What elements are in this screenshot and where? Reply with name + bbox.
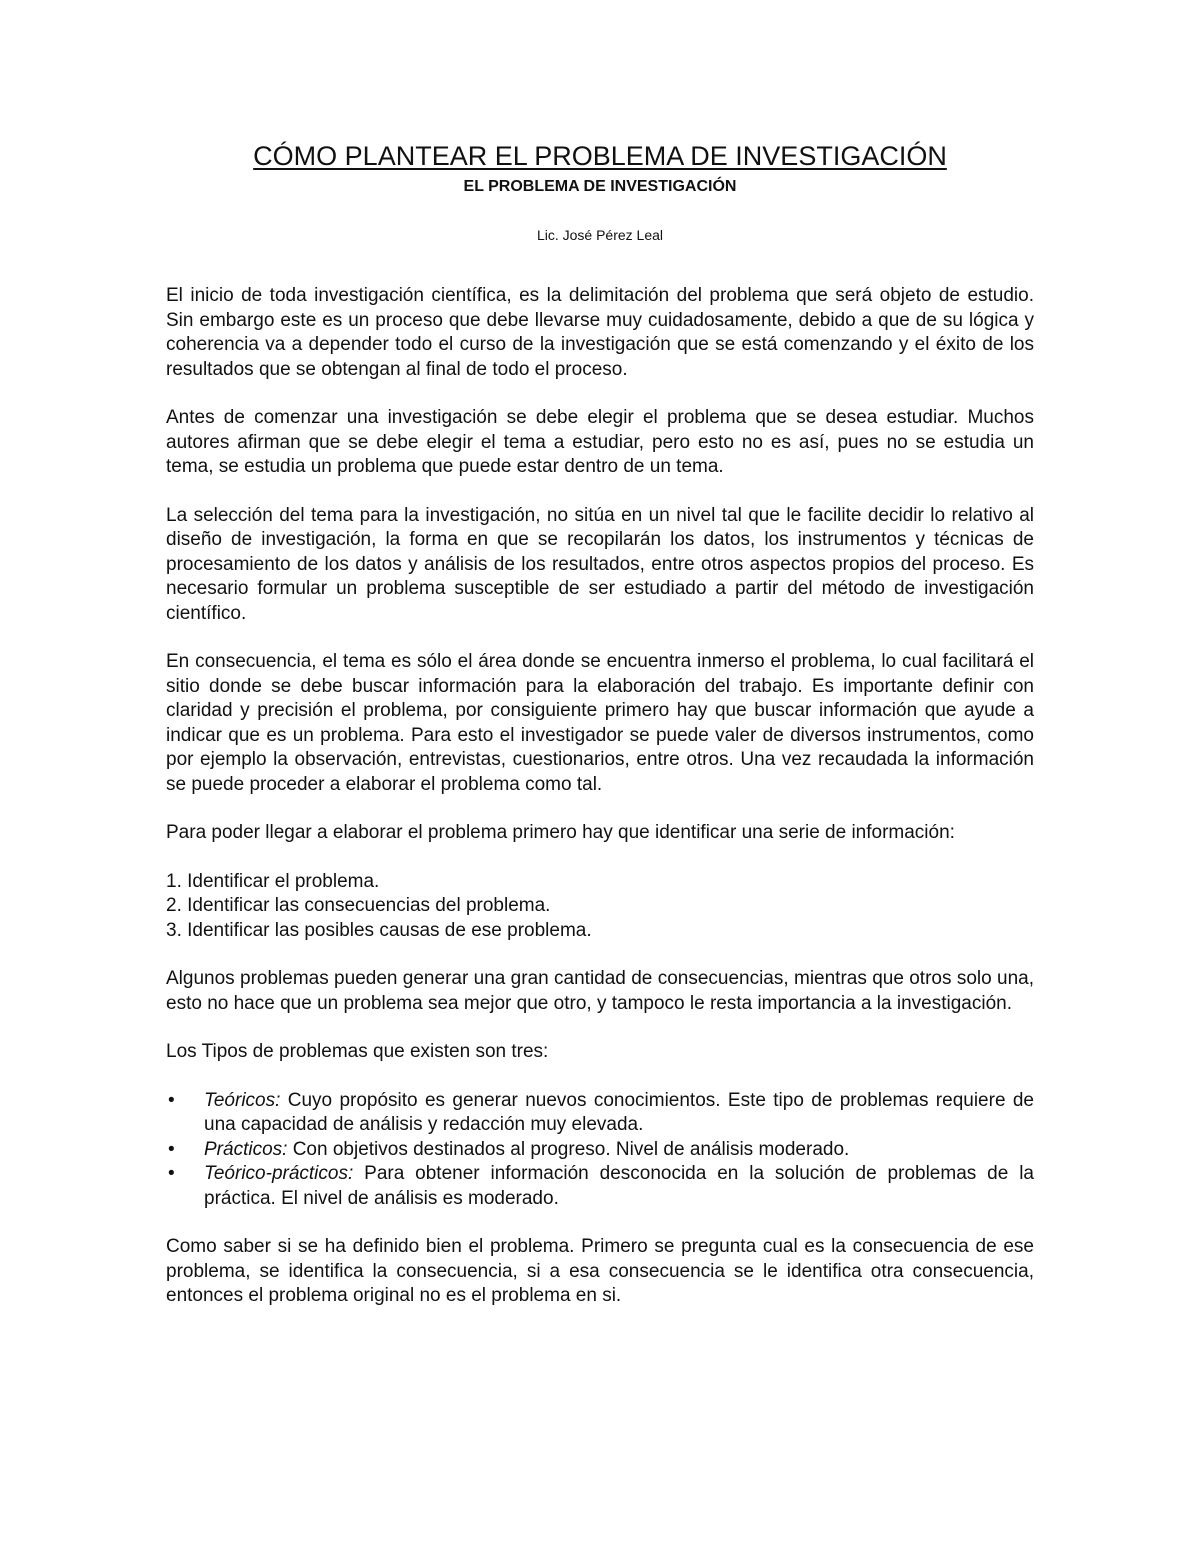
type-description: Para obtener información desconocida en la solución de problemas de la práctica. El nivel de análisis es moderado.: [204, 1163, 1034, 1209]
paragraph-choose-problem: Antes de comenzar una investigación se debe elegir el problema que se desea estudiar. Muchos autores afirman que se debe elegir el tema a estudiar, pero esto no es así, pues no se estudia un tema, se estudia un problema que puede estar dentro de un tema.: [166, 407, 1034, 477]
type-term: Teórico-prácticos:: [204, 1163, 354, 1184]
bullet-icon: •: [168, 1089, 175, 1111]
document-subtitle: EL PROBLEMA DE INVESTIGACIÓN: [463, 178, 737, 195]
list-item: [166, 1162, 1034, 1211]
paragraph-consequences-count: Algunos problemas pueden generar una gran cantidad de consecuencias, mientras que otros solo una, esto no hace que un problema sea mejor que otro, y tampoco le resta importancia a la investigación.: [166, 968, 1034, 1014]
steps-list: [166, 870, 1034, 944]
list-item: 2. Identificar las consecuencias del problema.: [166, 895, 551, 916]
list-item: 1. Identificar el problema.: [166, 870, 380, 892]
type-term: Prácticos:: [204, 1138, 288, 1160]
list-item: 3. Identificar las posibles causas de ese problema.: [166, 919, 592, 941]
problem-types-list: [166, 1089, 1034, 1212]
paragraph-steps-intro: Para poder llegar a elaborar el problema primero hay que identificar una serie de información:: [166, 822, 955, 843]
paragraph-consequence: En consecuencia, el tema es sólo el área donde se encuentra inmerso el problema, lo cual facilitará el sitio donde se debe buscar información para la elaboración del trabajo. Es importante definir con claridad y precisión el problema, por consiguiente primero hay que buscar información que ayude a indicar que es un problema. Para esto el investigador se puede valer de diversos instrumentos, como por ejemplo la observación, entrevistas, cuestionarios, entre otros. Una vez recaudada la información se puede proceder a elaborar el problema como tal.: [166, 651, 1034, 795]
bullet-icon: •: [168, 1163, 175, 1184]
paragraph-topic-selection: La selección del tema para la investigación, no sitúa en un nivel tal que le facilite decidir lo relativo al diseño de investigación, la forma en que se recopilarán los datos, los instrumentos y técnicas de procesamiento de los datos y análisis de los resultados, entre otros aspectos propios del proceso. Es necesario formular un problema susceptible de ser estudiado a partir del método de investigación científico.: [166, 504, 1034, 624]
type-description: Con objetivos destinados al progreso. Nivel de análisis moderado.: [287, 1138, 850, 1160]
document-title: CÓMO PLANTEAR EL PROBLEMA DE INVESTIGACIÓN: [253, 141, 947, 171]
type-term: Teóricos:: [204, 1089, 281, 1111]
paragraph-closing: Como saber si se ha definido bien el problema. Primero se pregunta cual es la consecuencia de ese problema, se identifica la consecuencia, si a esa consecuencia se le identifica otra consecuencia, entonces el problema original no es el problema en si.: [166, 1236, 1034, 1306]
list-item: [166, 1138, 1034, 1163]
bullet-icon: •: [168, 1138, 175, 1160]
document-page: [166, 140, 1034, 1309]
list-item: [166, 1089, 1034, 1138]
author-line: Lic. José Pérez Leal: [536, 227, 664, 243]
paragraph-types-intro: Los Tipos de problemas que existen son tres:: [166, 1041, 549, 1062]
paragraph-intro: El inicio de toda investigación científica, es la delimitación del problema que será objeto de estudio. Sin embargo este es un proceso que debe llevarse muy cuidadosamente, debido a que de su lógica y coherencia va a depender todo el curso de la investigación que se está comenzando y el éxito de los resultados que se obtengan al final de todo el proceso.: [166, 285, 1034, 380]
type-description: Cuyo propósito es generar nuevos conocimientos. Este tipo de problemas requiere de una capacidad de análisis y redacción muy elevada.: [204, 1089, 1034, 1135]
